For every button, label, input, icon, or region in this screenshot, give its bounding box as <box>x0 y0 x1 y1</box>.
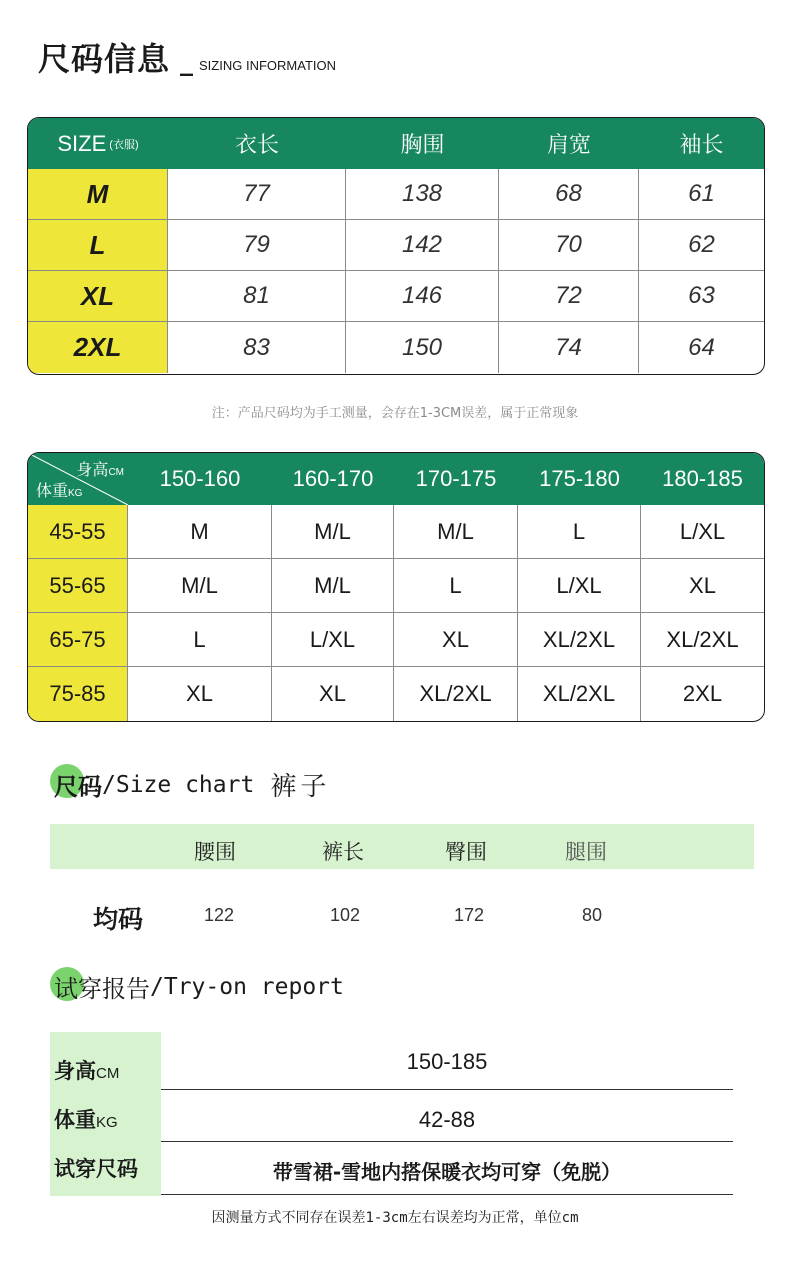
pants-value: 122 <box>204 905 235 925</box>
table-cell: 142 <box>346 220 499 270</box>
table-cell: 64 <box>688 333 715 361</box>
table-cell: M/L <box>128 559 272 612</box>
header-title-en: SIZING INFORMATION <box>199 58 336 73</box>
table-cell: L <box>518 505 641 558</box>
table-cell: L/XL <box>272 613 394 666</box>
table-row <box>28 613 764 667</box>
table-cell: XL/2XL <box>518 613 641 666</box>
table-cell: 61 <box>688 180 715 207</box>
garment-size-table <box>27 117 765 375</box>
table-cell: 150 <box>346 322 499 373</box>
table-row <box>28 559 764 613</box>
height-header: 180-185 <box>662 466 743 491</box>
table-row <box>28 220 764 271</box>
table-cell: M/L <box>394 505 518 558</box>
weight-label: 75-85 <box>28 667 128 721</box>
corner-weight-label: 体重KG <box>36 483 83 500</box>
table-cell: XL/2XL <box>394 667 518 721</box>
pants-section-title <box>54 766 330 803</box>
pants-value: 80 <box>582 905 603 925</box>
size-header-sub: (衣服) <box>109 138 139 151</box>
corner-height-label: 身高CM <box>76 462 124 479</box>
table-row <box>28 322 764 373</box>
table-cell: XL <box>689 572 716 598</box>
table-cell: 79 <box>168 220 346 270</box>
tryon-weight-label: 体重KG <box>54 1108 118 1132</box>
table-cell: M/L <box>272 559 394 612</box>
measurement-note: 注：产品尺码均为手工测量，会存在1-3CM误差，属于正常现象 <box>211 406 579 421</box>
section-subtitle: /Try-on report <box>150 973 344 1000</box>
pants-column-header: 腰围 <box>194 840 236 864</box>
column-header: 衣长 <box>234 133 279 158</box>
table-cell: 70 <box>499 220 639 270</box>
table-row <box>28 169 764 220</box>
tryon-size-label: 试穿尺码 <box>54 1157 138 1181</box>
column-header: 肩宽 <box>546 133 591 158</box>
tryon-height-value: 150-185 <box>406 1049 488 1074</box>
table-row <box>28 505 764 559</box>
pants-row-label: 均码 <box>93 905 144 934</box>
table-cell: L <box>394 559 518 612</box>
pants-header-bar <box>50 824 754 869</box>
table-cell: 83 <box>168 322 346 373</box>
size-label: 2XL <box>28 322 168 373</box>
table-cell: 146 <box>346 271 499 321</box>
table-cell: M <box>128 505 272 558</box>
column-header: 胸围 <box>400 133 445 158</box>
header-separator: _ <box>180 47 194 77</box>
height-header: 160-170 <box>292 466 374 491</box>
tryon-height-label: 身高CM <box>54 1059 120 1083</box>
table-cell: 77 <box>168 169 346 219</box>
height-header: 170-175 <box>415 466 497 491</box>
table-cell: M/L <box>272 505 394 558</box>
weight-label: 45-55 <box>28 505 128 558</box>
corner-header <box>28 453 128 505</box>
table-cell: XL <box>272 667 394 721</box>
tryon-weight-value: 42-88 <box>418 1107 476 1132</box>
table-cell: 81 <box>168 271 346 321</box>
size-label: XL <box>28 271 168 321</box>
pants-value: 172 <box>454 905 485 925</box>
table-cell: XL <box>128 667 272 721</box>
table-cell: 68 <box>499 169 639 219</box>
fit-header-row <box>28 453 764 505</box>
pants-column-header: 臀围 <box>445 840 487 864</box>
table-cell: 74 <box>499 322 639 373</box>
table-cell: XL/2XL <box>518 667 641 721</box>
section-extra: 裤子 <box>270 772 331 802</box>
section-title: 试穿报告 <box>54 975 150 1003</box>
table-cell: 72 <box>499 271 639 321</box>
table-cell: L/XL <box>679 518 726 544</box>
table-cell: 62 <box>688 231 715 258</box>
divider <box>161 1194 733 1195</box>
section-subtitle: /Size chart <box>102 771 255 798</box>
page-header <box>38 34 336 80</box>
table-row <box>28 667 764 721</box>
pants-value: 102 <box>330 905 361 925</box>
size-header-label: SIZE <box>57 130 107 156</box>
weight-label: 55-65 <box>28 559 128 612</box>
size-header <box>28 118 168 169</box>
pants-column-header: 裤长 <box>322 840 364 864</box>
pants-column-header: 腿围 <box>565 840 607 864</box>
tryon-size-value: 带雪裙-雪地内搭保暖衣均可穿（免脱） <box>272 1160 622 1184</box>
measurement-note-bottom: 因测量方式不同存在误差1-3cm左右误差均为正常，单位cm <box>211 1210 579 1226</box>
section-title: 尺码 <box>54 773 102 801</box>
fit-recommendation-table <box>27 452 765 722</box>
height-header: 150-160 <box>159 466 241 491</box>
height-header: 175-180 <box>539 466 620 491</box>
table-cell: XL/2XL <box>666 626 739 652</box>
header-title-cn: 尺码信息 <box>38 40 171 78</box>
table-cell: L/XL <box>518 559 641 612</box>
table-cell: 63 <box>688 282 715 309</box>
tryon-section-title <box>54 969 344 1004</box>
size-label: L <box>28 220 168 270</box>
column-header: 袖长 <box>679 133 724 158</box>
table-cell: 138 <box>346 169 499 219</box>
weight-label: 65-75 <box>28 613 128 666</box>
table-row <box>28 271 764 322</box>
table-cell: L <box>128 613 272 666</box>
divider <box>161 1141 733 1142</box>
table-cell: 2XL <box>682 681 723 706</box>
table-cell: XL <box>394 613 518 666</box>
size-label: M <box>28 169 168 219</box>
divider <box>161 1089 733 1090</box>
garment-size-header-row <box>28 118 764 169</box>
